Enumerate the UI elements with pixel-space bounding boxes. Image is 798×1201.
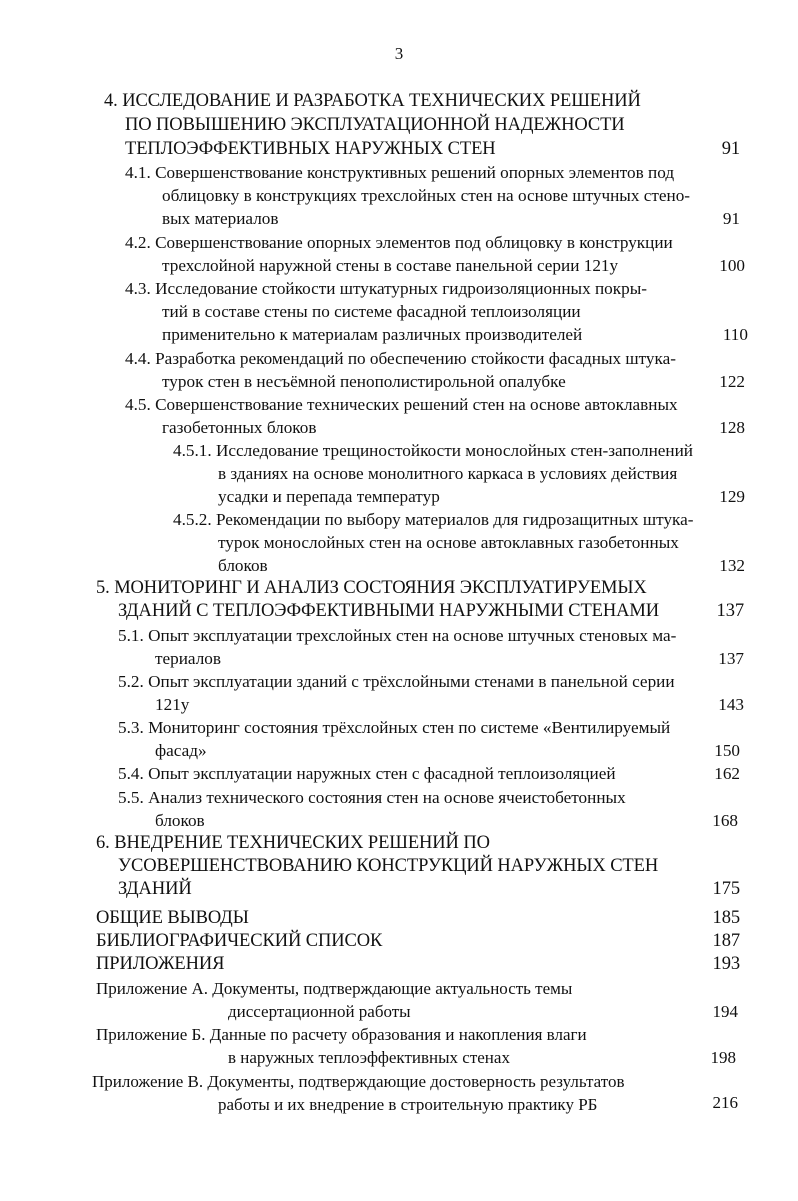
toc-line: Приложение В. Документы, подтверждающие достоверность результатов [92, 1072, 625, 1091]
toc-line: работы и их внедрение в строительную практику РБ [218, 1095, 598, 1114]
page-number: 3 [394, 44, 404, 63]
toc-line: диссертационной работы [228, 1002, 411, 1021]
toc-page-number: 122 [719, 372, 745, 391]
toc-line: вых материалов [162, 209, 279, 228]
toc-line: 4.3. Исследование стойкости штукатурных гидроизоляционных покры- [125, 279, 647, 298]
toc-line: фасад» [155, 741, 207, 760]
toc-page-number: 91 [722, 209, 740, 228]
toc-page-number: 185 [712, 908, 740, 928]
toc-line: 4.1. Совершенствование конструктивных решений опорных элементов под [125, 163, 675, 182]
toc-line: ЗДАНИЙ С ТЕПЛОЭФФЕКТИВНЫМИ НАРУЖНЫМИ СТЕНАМИ [118, 601, 659, 621]
toc-line: 4.2. Совершенствование опорных элементов под облицовку в конструкции [125, 233, 673, 252]
toc-line: 4.4. Разработка рекомендаций по обеспечению стойкости фасадных штука- [125, 349, 676, 368]
toc-line: Приложение А. Документы, подтверждающие актуальность темы [96, 979, 573, 998]
toc-line: Приложение Б. Данные по расчету образования и накопления влаги [96, 1025, 587, 1044]
toc-page-number: 137 [718, 649, 744, 668]
toc-line: усадки и перепада температур [218, 487, 440, 506]
toc-line: 5. МОНИТОРИНГ И АНАЛИЗ СОСТОЯНИЯ ЭКСПЛУАТИРУЕМЫХ [96, 578, 647, 598]
toc-page-number: 187 [712, 931, 740, 951]
toc-line: применительно к материалам различных производителей [162, 325, 583, 344]
toc-page-number: 168 [712, 811, 738, 830]
toc-page-number: 162 [714, 764, 740, 783]
toc-line: блоков [155, 811, 205, 830]
toc-page-number: 194 [712, 1002, 738, 1021]
toc-page-number: 132 [719, 556, 745, 575]
toc-page-number: 198 [710, 1048, 736, 1067]
toc-line: ПО ПОВЫШЕНИЮ ЭКСПЛУАТАЦИОННОЙ НАДЕЖНОСТИ [125, 115, 625, 135]
toc-line: 4.5.1. Исследование трещиностойкости монослойных стен-заполнений [173, 441, 693, 460]
toc-line: турок стен в несъёмной пенополистирольной опалубке [162, 372, 566, 391]
toc-line: ОБЩИЕ ВЫВОДЫ [96, 908, 249, 928]
toc-line: 5.5. Анализ технического состояния стен на основе ячеистобетонных [118, 788, 626, 807]
toc-page-number: 193 [712, 954, 740, 974]
toc-line: 5.2. Опыт эксплуатации зданий с трёхслойными стенами в панельной серии [118, 672, 675, 691]
toc-line: блоков [218, 556, 268, 575]
toc-line: 4.5.2. Рекомендации по выбору материалов для гидрозащитных штука- [173, 510, 694, 529]
toc-line: трехслойной наружной стены в составе панельной серии 121у [162, 256, 619, 275]
toc-line: 5.1. Опыт эксплуатации трехслойных стен на основе штучных стеновых ма- [118, 626, 677, 645]
toc-line: 5.3. Мониторинг состояния трёхслойных стен по системе «Вентилируемый [118, 718, 671, 737]
toc-page-number: 110 [722, 325, 748, 344]
toc-line: 5.4. Опыт эксплуатации наружных стен с фасадной теплоизоляцией [118, 764, 616, 783]
toc-page-number: 128 [719, 418, 745, 437]
toc-page-number: 216 [712, 1093, 738, 1112]
toc-line: ЗДАНИЙ [118, 879, 192, 899]
toc-line: териалов [155, 649, 221, 668]
toc-line: облицовку в конструкциях трехслойных стен на основе штучных стено- [162, 186, 691, 205]
toc-line: ПРИЛОЖЕНИЯ [96, 954, 225, 974]
toc-line: 6. ВНЕДРЕНИЕ ТЕХНИЧЕСКИХ РЕШЕНИЙ ПО [96, 833, 490, 853]
toc-page-number: 137 [716, 601, 744, 621]
toc-line: турок монослойных стен на основе автоклавных газобетонных [218, 533, 679, 552]
toc-page-number: 91 [721, 139, 740, 159]
toc-line: в наружных теплоэффективных стенах [228, 1048, 510, 1067]
toc-line: 121у [155, 695, 190, 714]
toc-line: газобетонных блоков [162, 418, 317, 437]
toc-line: тий в составе стены по системе фасадной теплоизоляции [162, 302, 581, 321]
toc-line: в зданиях на основе монолитного каркаса в условиях действия [218, 464, 678, 483]
toc-line: УСОВЕРШЕНСТВОВАНИЮ КОНСТРУКЦИЙ НАРУЖНЫХ СТЕН [118, 856, 659, 876]
toc-line: 4. ИССЛЕДОВАНИЕ И РАЗРАБОТКА ТЕХНИЧЕСКИХ РЕШЕНИЙ [104, 91, 641, 111]
toc-page-number: 100 [719, 256, 745, 275]
toc-page-number: 150 [714, 741, 740, 760]
toc-line: БИБЛИОГРАФИЧЕСКИЙ СПИСОК [96, 931, 383, 951]
toc-page-number: 129 [719, 487, 745, 506]
toc-line: ТЕПЛОЭФФЕКТИВНЫХ НАРУЖНЫХ СТЕН [125, 139, 496, 159]
toc-page-number: 143 [718, 695, 744, 714]
toc-line: 4.5. Совершенствование технических решений стен на основе автоклавных [125, 395, 678, 414]
toc-page-number: 175 [712, 879, 740, 899]
